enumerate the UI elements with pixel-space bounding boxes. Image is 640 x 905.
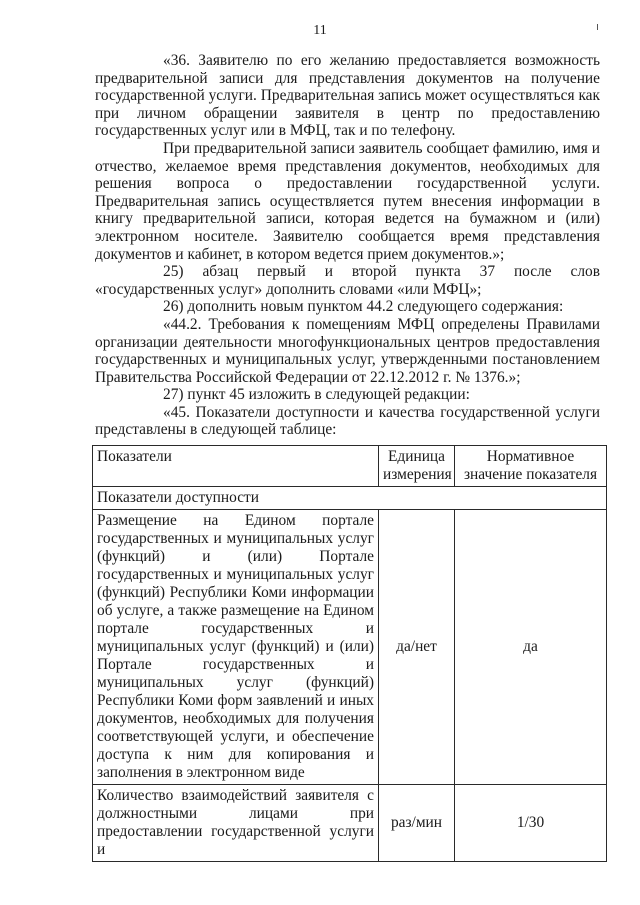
paragraph-36: «36. Заявителю по его желанию предоставляется возможность предварительной записи для представления документов на получение государственной услуги. Предварительная запись может осуществляться как при личном обращении заявителя в центр по предоставлению государственных услуг или в МФЦ, так и по телефону. — [95, 52, 600, 140]
section-title: Показатели доступности — [93, 487, 607, 510]
row-indicator: Размещение на Едином портале государственных и муниципальных услуг (функций) и (или) Портале государственных и муниципальных услуг (функций) Республики Коми информации об услуге, а также размещение на Едином портале государственных и муниципальных услуг (функций) и (или) Портале государственных и муниципальных услуг (функций) Республики Коми форм заявлений и иных документов, необходимых для получения соответствующей услуги, и обеспечение доступа к ним для копирования и заполнения в электронном виде — [93, 510, 379, 785]
paragraph-item-27: 27) пункт 45 изложить в следующей редакции: — [163, 386, 470, 404]
header-unit: Единица измерения — [379, 446, 455, 487]
document-body — [95, 52, 600, 439]
table-row — [93, 785, 607, 862]
row-value: 1/30 — [455, 785, 607, 862]
indicators-table — [92, 445, 607, 862]
paragraph-item-25: 25) абзац первый и второй пункта 37 после слов «государственных услуг» дополнить словами «или МФЦ»; — [95, 263, 600, 298]
table-row — [93, 510, 607, 785]
row-unit: раз/мин — [379, 785, 455, 862]
paragraph-preliminary-record: При предварительной записи заявитель сообщает фамилию, имя и отчество, желаемое время представления документов, необходимых для решения вопроса о предоставлении государственной услуги. Предварительная запись осуществляется путем внесения информации в книгу предварительной записи, которая ведется на бумажном и (или) электронном носителе. Заявителю сообщается время представления документов и кабинет, в котором ведется прием документов.»; — [95, 139, 600, 263]
header-indicator: Показатели — [93, 446, 379, 487]
row-unit: да/нет — [379, 510, 455, 785]
paragraph-44-2: «44.2. Требования к помещениям МФЦ определены Правилами организации деятельности многофункциональных центров предоставления государственных и муниципальных услуг, утвержденными постановлением Правительства Российской Федерации от 22.12.2012 г. № 1376.»; — [95, 315, 600, 386]
paragraph-45: «45. Показатели доступности и качества государственной услуги представлены в следующей таблице: — [95, 403, 600, 439]
table-header-row — [93, 446, 607, 487]
row-indicator: Количество взаимодействий заявителя с должностными лицами при предоставлении государственной услуги и — [93, 785, 379, 862]
table-section-row — [93, 487, 607, 510]
paragraph-item-26: 26) дополнить новым пунктом 44.2 следующего содержания: — [163, 298, 564, 316]
corner-mark — [597, 24, 598, 30]
row-value: да — [455, 510, 607, 785]
page-number: 11 — [313, 23, 327, 38]
header-value: Нормативное значение показателя — [455, 446, 607, 487]
